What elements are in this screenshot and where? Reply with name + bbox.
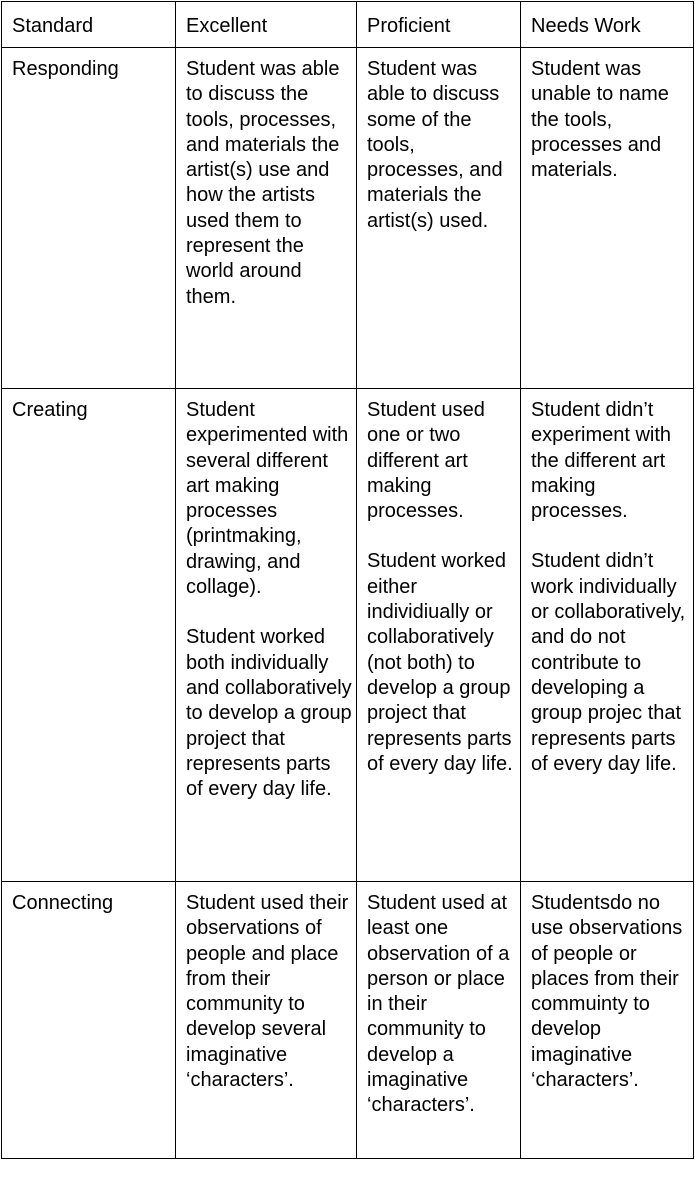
header-standard: Standard bbox=[2, 2, 176, 48]
header-excellent: Excellent bbox=[176, 2, 357, 48]
rubric-table bbox=[1, 1, 694, 1159]
cell-paragraph: Student used their observations of people and place from their community to develop several imaginative ‘characters’. bbox=[186, 892, 349, 1092]
cell-paragraph: Student was able to discuss the tools, processes, and materials the artist(s) use and how the artists used them to represent the world around them. bbox=[186, 58, 340, 308]
cell-proficient-creating bbox=[357, 389, 521, 882]
cell-paragraph: Student was able to discuss some of the tools, processes, and materials the artist(s) used. bbox=[367, 58, 503, 232]
header-proficient: Proficient bbox=[357, 2, 521, 48]
cell-proficient-responding bbox=[357, 48, 521, 389]
header-needs-work: Needs Work bbox=[521, 2, 694, 48]
cell-excellent-responding bbox=[176, 48, 357, 389]
cell-standard-connecting: Connecting bbox=[2, 882, 176, 1159]
table-row-responding bbox=[2, 48, 694, 389]
cell-paragraph: Student didn’t work individually or collaboratively, and do not contribute to developing a group projec that represents parts of every day life. bbox=[531, 550, 686, 775]
table-row-creating bbox=[2, 389, 694, 882]
table-header-row bbox=[2, 2, 694, 48]
cell-needs-work-responding bbox=[521, 48, 694, 389]
cell-paragraph: Student was unable to name the tools, processes and materials. bbox=[531, 58, 669, 182]
cell-needs-work-creating bbox=[521, 389, 694, 882]
table-row-connecting bbox=[2, 882, 694, 1159]
cell-standard-creating: Creating bbox=[2, 389, 176, 882]
cell-paragraph: Student worked both individually and collaboratively to develop a group project that represents parts of every day life. bbox=[186, 626, 352, 801]
cell-paragraph: Student used one or two different art making processes. bbox=[367, 399, 485, 523]
cell-paragraph: Student experimented with several different art making processes (printmaking, drawing, and collage). bbox=[186, 399, 349, 599]
cell-paragraph: Student worked either individiually or collaboratively (not both) to develop a group project that represents parts of every day life. bbox=[367, 550, 513, 775]
cell-needs-work-connecting bbox=[521, 882, 694, 1159]
cell-paragraph: Student used at least one observation of a person or place in their community to develop a imaginative ‘characters’. bbox=[367, 892, 510, 1117]
cell-paragraph: Studentsdo no use observations of people or places from their commuinty to develop imaginative ‘characters’. bbox=[531, 892, 683, 1092]
cell-standard-responding: Responding bbox=[2, 48, 176, 389]
cell-excellent-creating bbox=[176, 389, 357, 882]
cell-paragraph: Student didn’t experiment with the different art making processes. bbox=[531, 399, 672, 523]
cell-excellent-connecting bbox=[176, 882, 357, 1159]
cell-proficient-connecting bbox=[357, 882, 521, 1159]
